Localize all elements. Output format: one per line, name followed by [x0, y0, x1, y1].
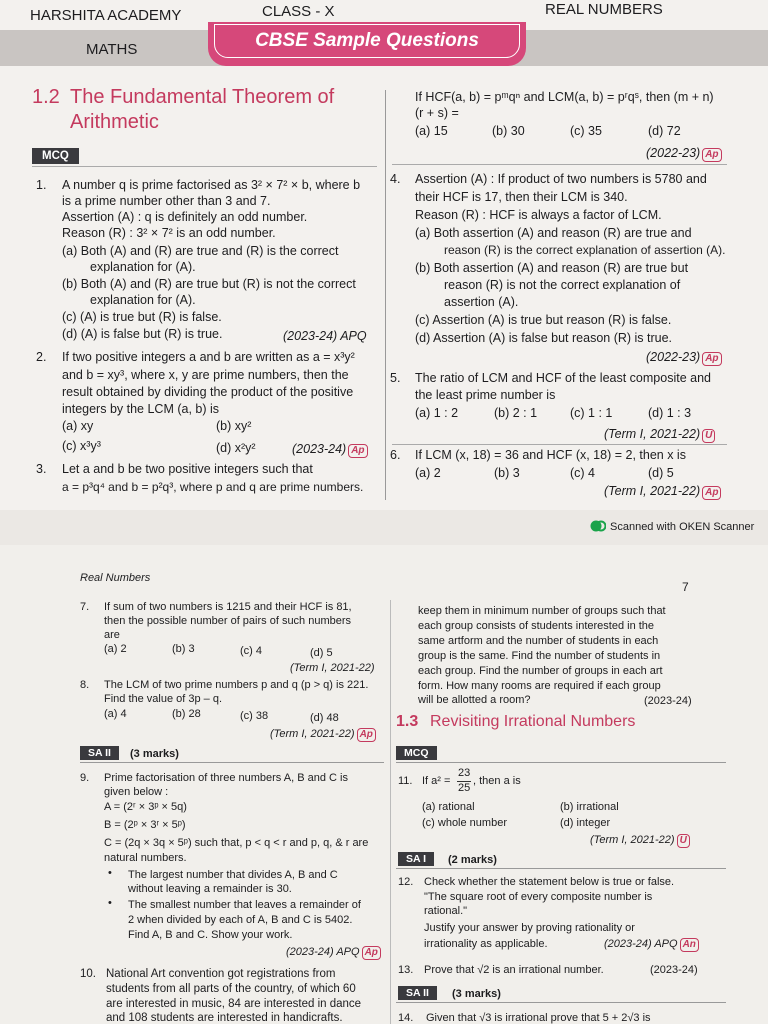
an-badge: An: [680, 938, 699, 952]
sa1-marks: (2 marks): [448, 854, 497, 866]
q9-line: B = (2ᵖ × 3ʳ × 5ᵖ): [104, 819, 186, 831]
q4-option-b: (b) Both assertion (A) and reason (R) are true but: [415, 261, 689, 275]
q8-number: 8.: [80, 679, 90, 691]
q7-option-a: (a) 2: [104, 643, 127, 655]
q1-line: is a prime number other than 3 and 7.: [62, 194, 271, 208]
q4-year: (2022-23): [646, 350, 701, 364]
academy-name: HARSHITA ACADEMY: [30, 7, 182, 24]
q8-option-a: (a) 4: [104, 708, 127, 720]
q10-source-tag: (2023-24): [644, 695, 692, 707]
sa2-tag: SA II: [398, 986, 437, 1000]
q3-cont-line: If HCF(a, b) = pᵐqⁿ and LCM(a, b) = pʳqˢ, then (m + n): [415, 90, 714, 104]
q1-option-b: (b) Both (A) and (R) are true but (R) is not the correct: [62, 277, 356, 291]
q10-line: are interested in music, 84 are interested in dance: [106, 998, 362, 1010]
q5-option-a: (a) 1 : 2: [415, 406, 459, 420]
q6-option-d: (d) 5: [648, 466, 674, 480]
q11-source-tag: [590, 834, 690, 848]
banner-title: CBSE Sample Questions: [214, 24, 520, 58]
divider: [392, 164, 727, 165]
q4-option-a: (a) Both assertion (A) and reason (R) are true and: [415, 226, 692, 240]
q9-line: given below :: [104, 786, 169, 798]
u-badge: U: [677, 834, 690, 848]
q9-line: Prime factorisation of three numbers A, B and C is: [104, 772, 348, 784]
q11-number: 11.: [398, 775, 413, 787]
q8-option-c: (c) 38: [240, 710, 269, 722]
q3-number: 3.: [36, 462, 47, 476]
q11-option-c: (c) whole number: [422, 817, 507, 829]
q3-source-tag: [646, 146, 722, 162]
q3-option-b: (b) 30: [492, 124, 525, 138]
class-label: CLASS - X: [262, 3, 335, 20]
q11-option-a: (a) rational: [422, 801, 475, 813]
q7-option-d: (d) 5: [310, 647, 333, 659]
mcq-tag: MCQ: [32, 148, 79, 164]
q6-source-tag: [604, 484, 721, 500]
q11-text: , then a is: [473, 775, 521, 787]
sa2-marks: (3 marks): [452, 988, 501, 1000]
q6-option-b: (b) 3: [494, 466, 520, 480]
q2-year: (2023-24): [292, 442, 347, 456]
q8-source-tag: [270, 728, 376, 742]
q5-number: 5.: [390, 371, 401, 385]
q8-year: (Term I, 2021-22): [270, 728, 355, 740]
q5-option-c: (c) 1 : 1: [570, 406, 613, 420]
divider: [32, 166, 377, 167]
q5-source-tag: [604, 427, 715, 443]
q10-cont-line: keep them in minimum number of groups such that: [418, 605, 666, 617]
q12-number: 12.: [398, 876, 414, 888]
divider: [392, 444, 727, 445]
subject-label: MATHS: [86, 41, 138, 58]
q1-option-a-cont: explanation for (A).: [90, 260, 196, 274]
mcq-tag: MCQ: [396, 746, 437, 760]
q3-option-d: (d) 72: [648, 124, 681, 138]
q1-option-d: (d) (A) is false but (R) is true.: [62, 327, 223, 341]
ap-badge: Ap: [357, 728, 376, 742]
column-divider: [385, 90, 386, 500]
q2-option-c: (c) x³y³: [62, 439, 101, 453]
q11-option-d: (d) integer: [560, 817, 611, 829]
q11-fraction-num: 23: [458, 767, 471, 779]
q12-line: rational.": [424, 905, 468, 917]
q2-number: 2.: [36, 350, 47, 364]
q10-cont-line: same artform and the number of students in each: [418, 635, 659, 647]
q1-source-tag: (2023-24) APQ: [283, 329, 367, 343]
q10-cont-line: each group. Find the number of groups in each art: [418, 665, 663, 677]
q1-option-b-cont: explanation for (A).: [90, 293, 196, 307]
divider: [396, 868, 726, 869]
q3-year: (2022-23): [646, 146, 701, 160]
q1-number: 1.: [36, 178, 47, 192]
q9-year: (2023-24) APQ: [286, 946, 360, 958]
q2-option-a: (a) xy: [62, 419, 94, 433]
q14-line: Given that √3 is irrational prove that 5 + 2√3 is: [426, 1012, 651, 1024]
q1-line: A number q is prime factorised as 3² × 7² × b, where b: [62, 178, 361, 192]
q12-line: Check whether the statement below is true or false.: [424, 876, 675, 888]
sa1-tag: SA I: [398, 852, 434, 866]
q2-line: result obtained by dividing the product of the positive: [62, 385, 354, 399]
q10-cont-line: group is the same. Find the number of students in: [418, 650, 661, 662]
q4-option-d: (d) Assertion (A) is false but reason (R) is true.: [415, 331, 673, 345]
q2-line: integers by the LCM (a, b) is: [62, 402, 220, 416]
scanner-watermark: Scanned with OKEN Scanner: [610, 521, 755, 533]
q7-line: If sum of two numbers is 1215 and their HCF is 81,: [104, 601, 352, 613]
q10-cont-line: form. How many rooms are required if each group: [418, 680, 661, 692]
chapter-label: REAL NUMBERS: [545, 1, 663, 18]
q3-cont-line: (r + s) =: [415, 106, 459, 120]
q10-cont-line: will be allotted a room?: [418, 694, 531, 706]
q10-number: 10.: [80, 968, 96, 980]
q2-line: and b = xy³, where x, y are prime numbers, then the: [62, 368, 349, 382]
q3-option-c: (c) 35: [570, 124, 602, 138]
q12-line: Justify your answer by proving rationality or: [424, 922, 635, 934]
q7-number: 7.: [80, 601, 90, 613]
q11-text: If a² =: [422, 775, 451, 787]
q1-option-a: (a) Both (A) and (R) are true and (R) is the correct: [62, 244, 339, 258]
q4-line: their HCF is 17, then their LCM is 340.: [415, 190, 628, 204]
ap-badge: Ap: [702, 148, 721, 162]
ap-badge: Ap: [362, 946, 381, 960]
q2-line: If two positive integers a and b are written as a = x³y²: [62, 350, 355, 364]
q12-line: "The square root of every composite number is: [424, 891, 653, 903]
q9-line: natural numbers.: [104, 852, 187, 864]
q2-option-b: (b) xy²: [216, 419, 252, 433]
q5-line: The ratio of LCM and HCF of the least composite and: [415, 371, 711, 385]
bullet-icon: •: [108, 897, 112, 909]
q4-reason: Reason (R) : HCF is always a factor of LCM.: [415, 208, 662, 222]
sa2-marks: (3 marks): [130, 748, 179, 760]
q1-reason: Reason (R) : 3² × 7² is an odd number.: [62, 226, 276, 240]
q7-line: are: [104, 629, 120, 641]
q9-bullet: The largest number that divides A, B and C: [128, 869, 338, 881]
q9-bullet-cont: 2 when divided by each of A, B and C is 5402.: [128, 914, 353, 926]
q4-option-c: (c) Assertion (A) is true but reason (R) is false.: [415, 313, 672, 327]
q10-cont-line: each group consists of students interested in the: [418, 620, 655, 632]
q7-option-c: (c) 4: [240, 645, 262, 657]
q5-option-d: (d) 1 : 3: [648, 406, 692, 420]
section-title-line1: The Fundamental Theorem of: [70, 86, 335, 108]
q11-option-b: (b) irrational: [560, 801, 619, 813]
page-number: 7: [682, 580, 689, 594]
bullet-icon: •: [108, 867, 112, 879]
q4-number: 4.: [390, 172, 401, 186]
q6-option-c: (c) 4: [570, 466, 595, 480]
q4-source-tag: [646, 350, 722, 366]
q9-bullet-cont: without leaving a remainder is 30.: [128, 883, 292, 895]
section-title: Revisiting Irrational Numbers: [430, 713, 636, 730]
q9-line: A = (2ʳ × 3ᵖ × 5q): [104, 801, 187, 813]
q9-bullet: The smallest number that leaves a remainder of: [128, 899, 361, 911]
q3-line: Let a and b be two positive integers such that: [62, 462, 313, 476]
q10-line: National Art convention got registrations from: [106, 968, 336, 980]
q2-option-d: (d) x²y²: [216, 441, 256, 455]
q4-assertion: Assertion (A) : If product of two numbers is 5780 and: [415, 172, 707, 186]
section-number: 1.2: [32, 86, 60, 108]
q13-number: 13.: [398, 964, 414, 976]
ap-badge: Ap: [348, 444, 367, 458]
q1-option-c: (c) (A) is true but (R) is false.: [62, 310, 222, 324]
q3-line: a = p³q⁴ and b = p²q³, where p and q are prime numbers.: [62, 480, 364, 494]
divider: [396, 1002, 726, 1003]
q10-line: and 108 students are interested in handicrafts.: [106, 1012, 343, 1024]
divider: [80, 762, 384, 763]
q4-option-b-cont: reason (R) is not the correct explanation of: [444, 278, 681, 292]
q14-number: 14.: [398, 1012, 414, 1024]
sa2-tag: SA II: [80, 746, 119, 760]
q12-source-tag: [604, 938, 699, 952]
q4-option-b-cont: assertion (A).: [444, 295, 519, 309]
q8-option-b: (b) 28: [172, 708, 201, 720]
q9-source-tag: [286, 946, 381, 960]
q10-line: students from all parts of the country, of which 60: [106, 983, 356, 995]
q6-line: If LCM (x, 18) = 36 and HCF (x, 18) = 2, then x is: [415, 448, 686, 462]
q11-fraction-den: 25: [458, 782, 471, 794]
running-header: Real Numbers: [80, 572, 151, 584]
u-badge: U: [702, 429, 715, 443]
scanner-logo-icon: [590, 519, 606, 533]
divider: [396, 762, 726, 763]
q3-option-a: (a) 15: [415, 124, 448, 138]
q13-line: Prove that √2 is an irrational number.: [424, 964, 604, 976]
q6-year: (Term I, 2021-22): [604, 484, 701, 498]
q2-source-tag: [292, 442, 368, 458]
column-divider: [390, 600, 391, 1024]
q4-option-a-cont: reason (R) is the correct explanation of assertion (A).: [444, 243, 726, 257]
ap-badge: Ap: [702, 352, 721, 366]
q9-line: C = (2q × 3q × 5ᵖ) such that, p < q < r and p, q, & r are: [104, 837, 369, 849]
q13-source-tag: (2023-24): [650, 964, 698, 976]
q7-line: then the possible number of pairs of such numbers: [104, 615, 352, 627]
q8-line: Find the value of 3p – q.: [104, 693, 223, 705]
q5-option-b: (b) 2 : 1: [494, 406, 538, 420]
q7-source-tag: (Term I, 2021-22): [290, 662, 375, 674]
q8-line: The LCM of two prime numbers p and q (p > q) is 221.: [104, 679, 369, 691]
q1-assertion: Assertion (A) : q is definitely an odd number.: [62, 210, 308, 224]
ap-badge: Ap: [702, 486, 721, 500]
q12-year: (2023-24) APQ: [604, 938, 678, 950]
q9-number: 9.: [80, 772, 90, 784]
q5-line: the least prime number is: [415, 388, 556, 402]
section-title-line2: Arithmetic: [70, 111, 159, 133]
q6-option-a: (a) 2: [415, 466, 441, 480]
q11-year: (Term I, 2021-22): [590, 834, 675, 846]
q8-option-d: (d) 48: [310, 712, 339, 724]
q6-number: 6.: [390, 448, 401, 462]
q9-line: Find A, B and C. Show your work.: [128, 929, 293, 941]
q7-option-b: (b) 3: [172, 643, 195, 655]
q12-line: irrationality as applicable.: [424, 938, 548, 950]
q5-year: (Term I, 2021-22): [604, 427, 701, 441]
section-number: 1.3: [396, 713, 419, 730]
